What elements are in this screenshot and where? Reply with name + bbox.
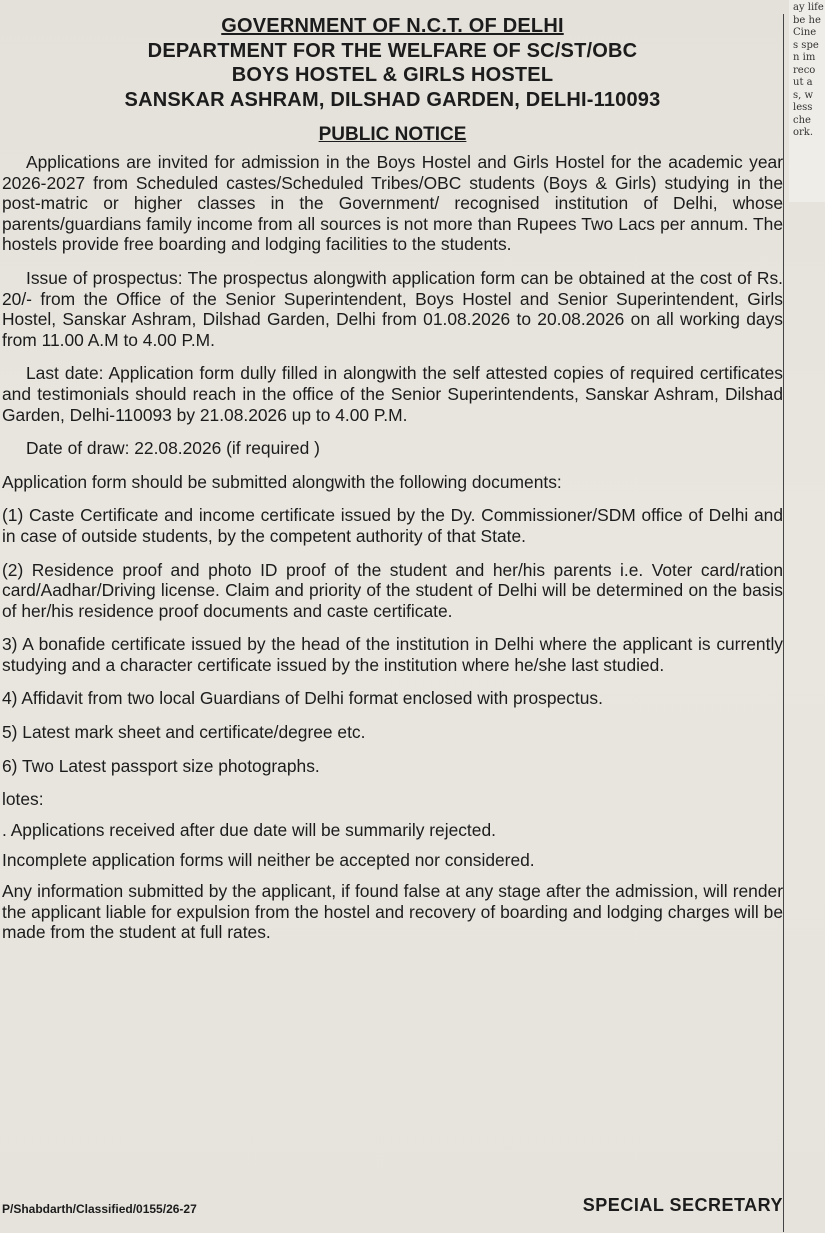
document-item: (2) Residence proof and photo ID proof of the student and her/his parents i.e. Voter card/ration card/Aadhar/Driving license. Claim and priority of the student of Delhi will be determined on the basis of her/his residence proof documents and caste certificate. [2,559,783,621]
fragment-line: Cine [793,27,817,38]
header-address: SANSKAR ASHRAM, DILSHAD GARDEN, DELHI-110093 [124,88,661,111]
classified-code: P/Shabdarth/Classified/0155/26-27 [2,1202,197,1216]
notes-label: lotes: [2,789,44,810]
document-item: 3) A bonafide certificate issued by the head of the institution in Delhi where the applicant is currently studying and a character certificate issued by the institution where he/she last studied. [2,634,783,675]
note-item: Any information submitted by the applicant, if found false at any stage after the admission, will render the applicant liable for expulsion from the hostel and recovery of boarding and lodging charges will be made from the student at full rates. [2,881,783,943]
note-item: . Applications received after due date will be summarily rejected. [2,819,496,840]
fragment-line: less [793,102,813,113]
draw-date: Date of draw: 22.08.2026 (if required ) [26,438,320,459]
signatory: SPECIAL SECRETARY [582,1195,783,1215]
prospectus-paragraph: Issue of prospectus: The prospectus alongwith application form can be obtained at the cost of Rs. 20/- from the Office of the Senior Superintendent, Boys Hostel and Senior Superintendent, Girls Hostel, Sanskar Ashram, Dilshad Garden, Delhi from 01.08.2026 to 20.08.2026 on all working days from 11.00 A.M to 4.00 P.M. [2,267,783,350]
notice-header [2,14,783,112]
fragment-line: reco [793,64,816,76]
fragment-line: s, w [793,89,814,101]
header-hostel: BOYS HOSTEL & GIRLS HOSTEL [231,64,554,86]
notice-title: PUBLIC NOTICE [318,124,467,145]
fragment-line: be he [793,14,821,26]
fragment-line: che [793,114,811,126]
documents-intro: Application form should be submitted alongwith the following documents: [2,471,562,492]
document-item: 6) Two Latest passport size photographs. [2,755,320,776]
notice-body [2,152,783,943]
header-department: DEPARTMENT FOR THE WELFARE OF SC/ST/OBC [147,39,638,62]
notice-footer [2,1195,783,1216]
last-date-paragraph: Last date: Application form dully filled in alongwith the self attested copies of required certificates and testimonials should reach in the office of the Senior Superintendents, Sanskar Ashram, Dilshad Garden, Delhi-110093 by 21.08.2026 up to 4.00 P.M. [2,363,783,425]
fragment-line: s spe [793,39,819,51]
note-item: Incomplete application forms will neither be accepted nor considered. [2,850,535,871]
fragment-line: ay life [793,2,824,13]
document-item: 5) Latest mark sheet and certificate/degree etc. [2,722,366,743]
header-government: GOVERNMENT OF N.C.T. OF DELHI [221,15,564,37]
fragment-line: ut a [793,77,813,88]
document-item: 4) Affidavit from two local Guardians of Delhi format enclosed with prospectus. [2,688,603,709]
fragment-line: ork. [793,127,814,138]
fragment-line: n im [793,52,816,63]
document-item: (1) Caste Certificate and income certificate issued by the Dy. Commissioner/SDM office of Delhi and in case of outside students, by the competent authority of that State. [2,505,783,546]
public-notice [2,14,784,1232]
adjacent-article-fragment [789,0,825,202]
intro-paragraph: Applications are invited for admission in the Boys Hostel and Girls Hostel for the academic year 2026-2027 from Scheduled castes/Scheduled Tribes/OBC students (Boys & Girls) studying in the post-matric or higher classes in the Government/ recognised institution of Delhi, whose parents/guardians family income from all sources is not more than Rupees Two Lacs per annum. The hostels provide free boarding and lodging facilities to the students. [2,152,783,255]
